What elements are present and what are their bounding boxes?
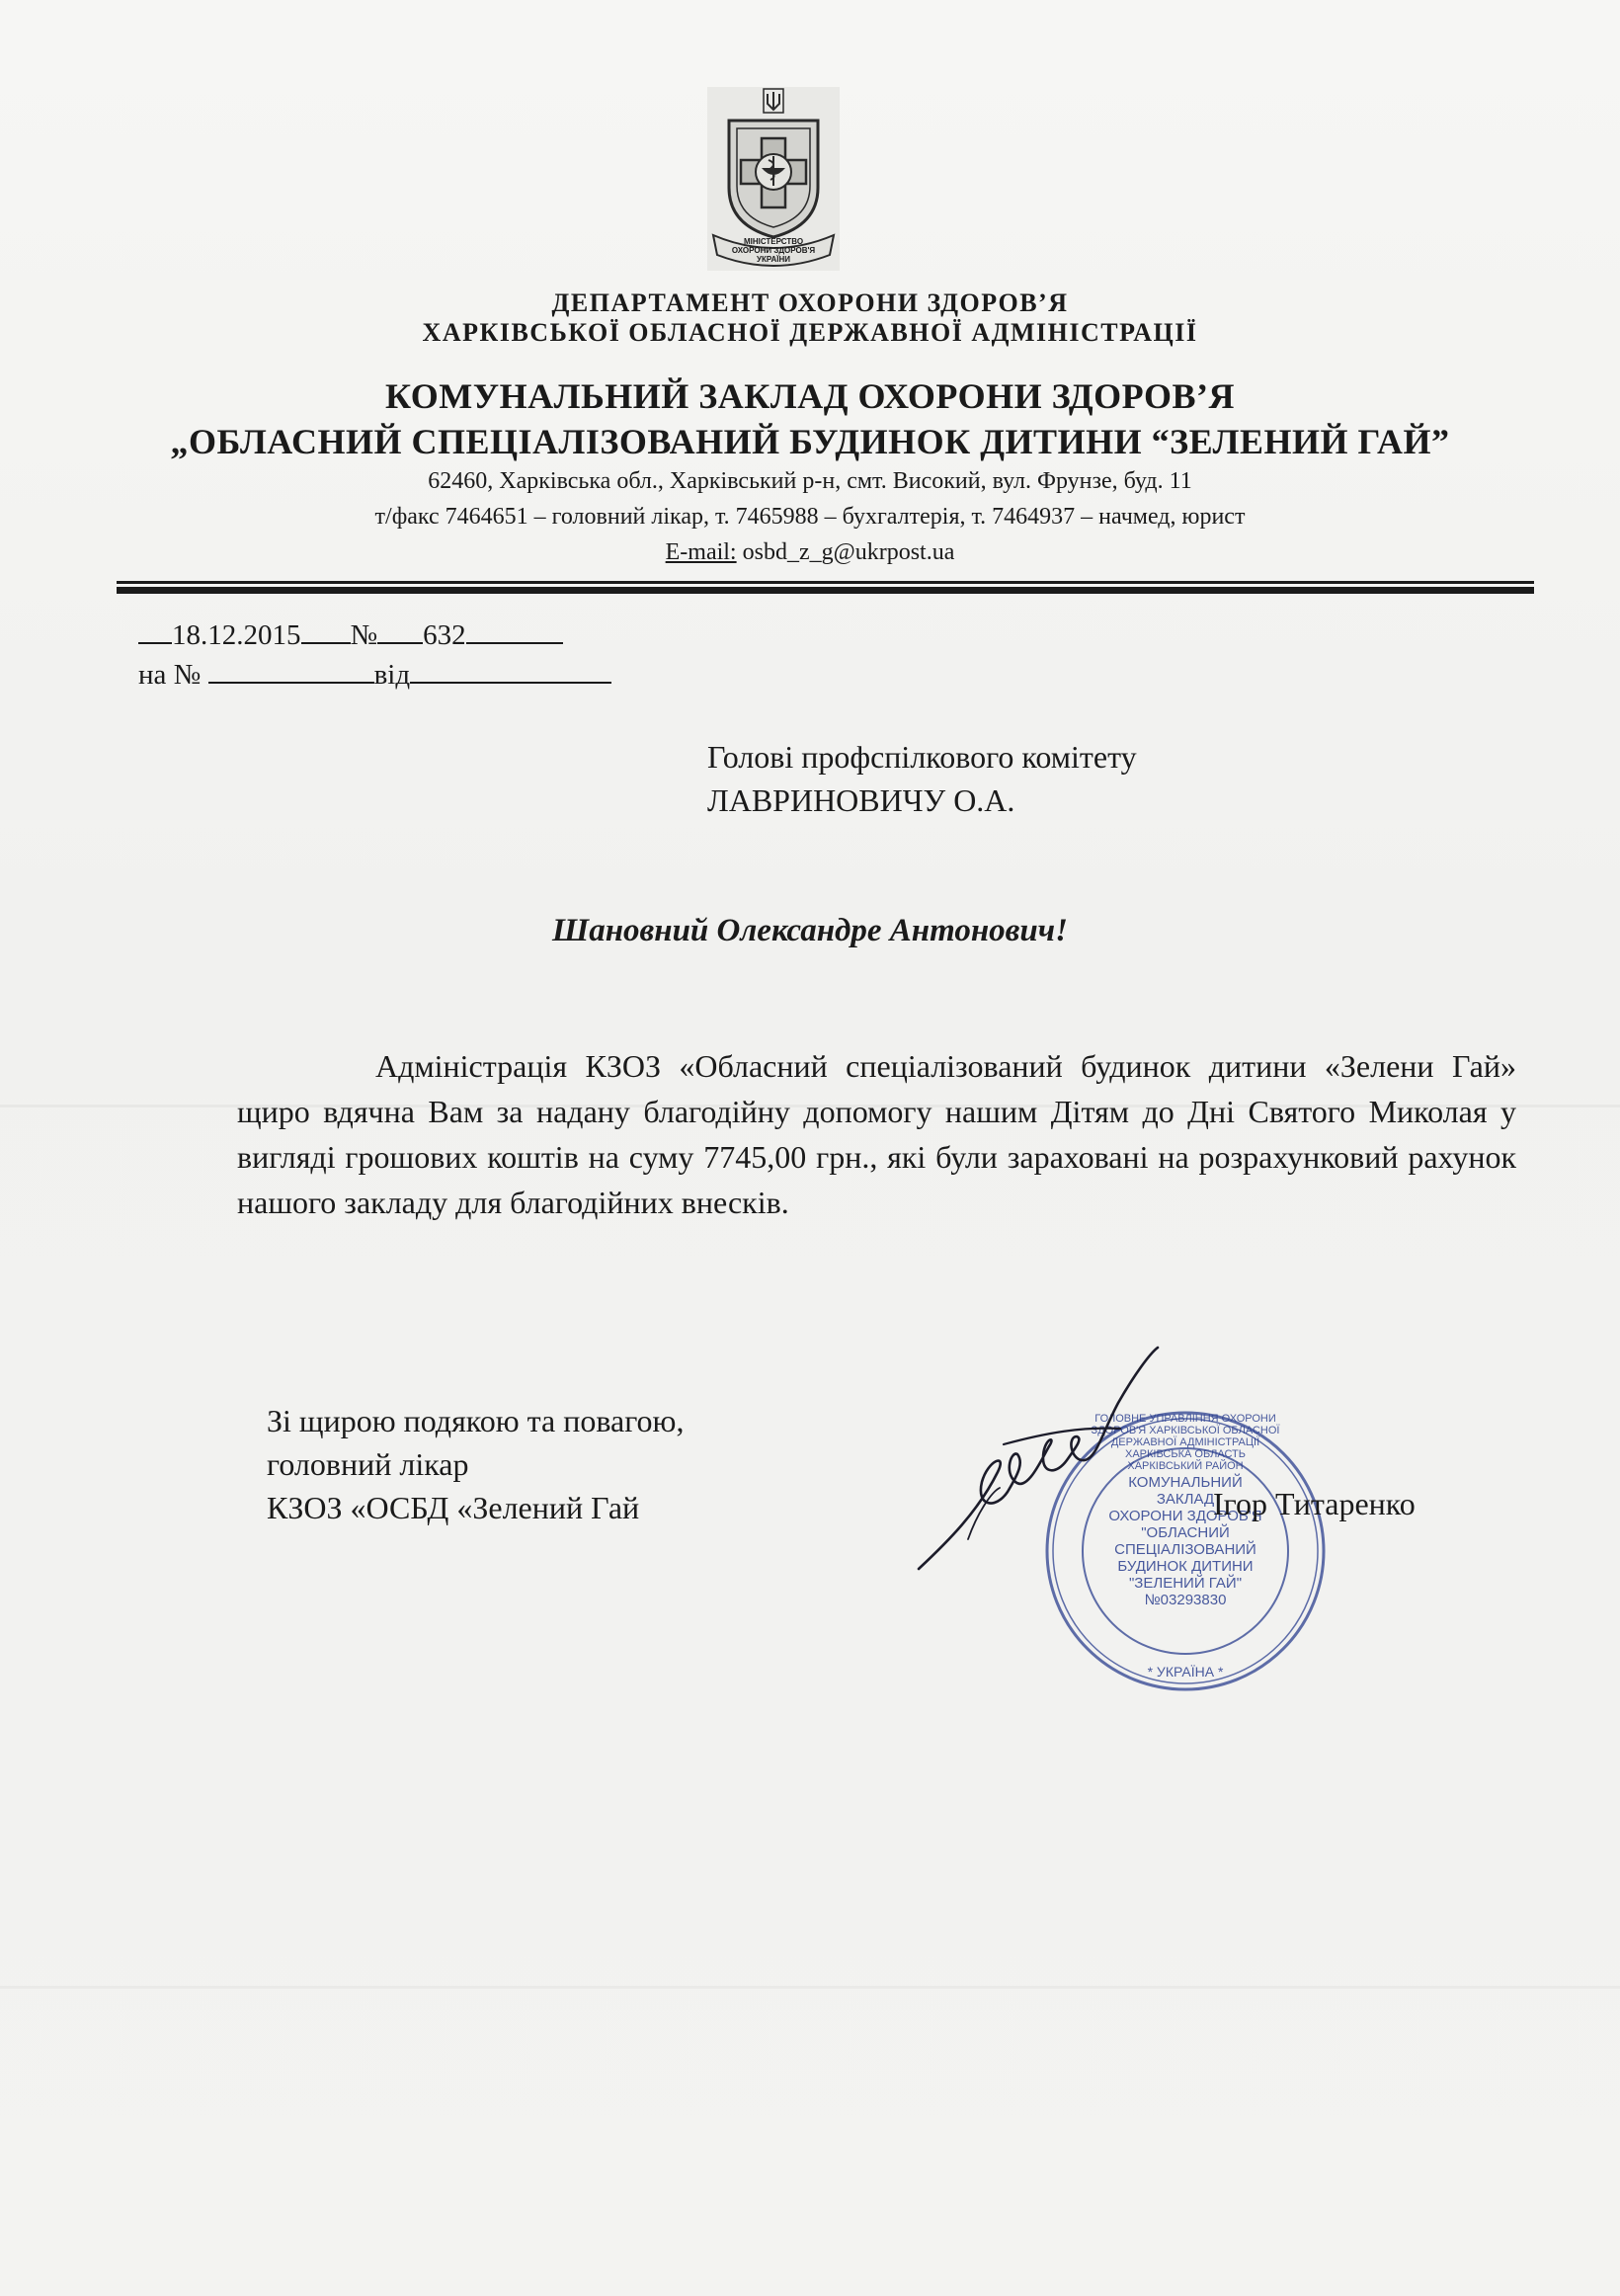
stamp-outer-text: ГОЛОВНЕ УПРАВЛІННЯ ОХОРОНИ ЗДОРОВ'Я ХАРКІВСЬКОЇ ОБЛАСНОЇ ДЕРЖАВНОЇ АДМІНІСТРАЦІЇ ХАРКІВСЬКА ОБЛАСТЬ ХАРКІВСЬКИЙ РАЙОН — [1091, 1413, 1280, 1472]
institution-email — [0, 539, 1620, 566]
header-rule-thick — [117, 587, 1534, 594]
letter-body — [237, 1043, 1516, 1225]
institution-line-1: КОМУНАЛЬНИЙ ЗАКЛАД ОХОРОНИ ЗДОРОВ’Я — [385, 376, 1235, 416]
institution-phones: т/факс 7464651 – головний лікар, т. 7465988 – бухгалтерія, т. 7464937 – начмед, юрист — [374, 504, 1246, 530]
stamp-line: "ЗЕЛЕНИЙ ГАЙ" — [1128, 1575, 1243, 1592]
stamp-line: СПЕЦІАЛІЗОВАНИЙ — [1114, 1541, 1256, 1558]
stamp-line: БУДИНОК ДИТИНИ — [1117, 1558, 1254, 1575]
stamp-line: №03293830 — [1144, 1592, 1227, 1608]
ministry-emblem — [707, 87, 840, 271]
department-line-2: ХАРКІВСЬКОЇ ОБЛАСНОЇ ДЕРЖАВНОЇ АДМІНІСТРАЦІЇ — [422, 318, 1198, 347]
signer-name: Ігор Титаренко — [1213, 1486, 1416, 1521]
emblem-ribbon-text: МІНІСТЕРСТВО ОХОРОНИ ЗДОРОВ'Я УКРАЇНИ — [731, 237, 816, 264]
stamp-bottom-text: * УКРАЇНА * — [1147, 1664, 1224, 1680]
salutation: Шановний Олександре Антонович! — [552, 913, 1068, 948]
incoming-reference — [138, 656, 611, 692]
stamp-line: ЗАКЛАД — [1156, 1491, 1215, 1508]
email-address: osbd_z_g@ukrpost.ua — [742, 539, 955, 565]
closing-line-1: Зі щирою подякою та повагою, — [267, 1403, 685, 1438]
letter-number: 632 — [423, 619, 466, 651]
letter-date: 18.12.2015 — [172, 619, 301, 651]
addressee-name: ЛАВРИНОВИЧУ О.А. — [707, 782, 1015, 818]
closing-block — [267, 1399, 684, 1529]
from-label: від — [373, 659, 411, 691]
body-text: Адміністрація КЗОЗ «Обласний спеціалізований будинок дитини «Зелени Гай» щиро вдячна Вам за надану благодійну допомогу нашим Дітям до Дні Святого Миколая у вигляді грошових коштів на суму 7745,00 грн., які були зараховані на розрахунковий рахунок нашого закладу для благодійних внесків. — [237, 1048, 1516, 1220]
stamp-line: ОХОРОНИ ЗДОРОВ'Я — [1108, 1508, 1262, 1524]
department-line-1: ДЕПАРТАМЕНТ ОХОРОНИ ЗДОРОВ’Я — [551, 288, 1069, 317]
handwritten-signature — [909, 1344, 1205, 1600]
reference-label: на № — [138, 659, 202, 691]
outgoing-reference — [138, 616, 563, 652]
addressee-position: Голові профспілкового комітету — [707, 739, 1137, 775]
stamp-line: "ОБЛАСНИЙ — [1141, 1524, 1230, 1541]
paper-fold — [0, 1986, 1620, 1989]
closing-line-3: КЗОЗ «ОСБД «Зелений Гай — [267, 1490, 640, 1525]
institution-line-2: „ОБЛАСНИЙ СПЕЦІАЛІЗОВАНИЙ БУДИНОК ДИТИНИ “ЗЕЛЕНИЙ ГАЙ” — [170, 422, 1450, 461]
closing-line-2: головний лікар — [267, 1446, 469, 1482]
institution-address: 62460, Харківська обл., Харківський р-н, смт. Високий, вул. Фрунзе, буд. 11 — [428, 468, 1192, 494]
number-label: № — [350, 619, 378, 651]
stamp-line: КОМУНАЛЬНИЙ — [1128, 1474, 1243, 1491]
email-label: E-mail: — [665, 539, 737, 565]
header-rule-thin — [117, 581, 1534, 584]
